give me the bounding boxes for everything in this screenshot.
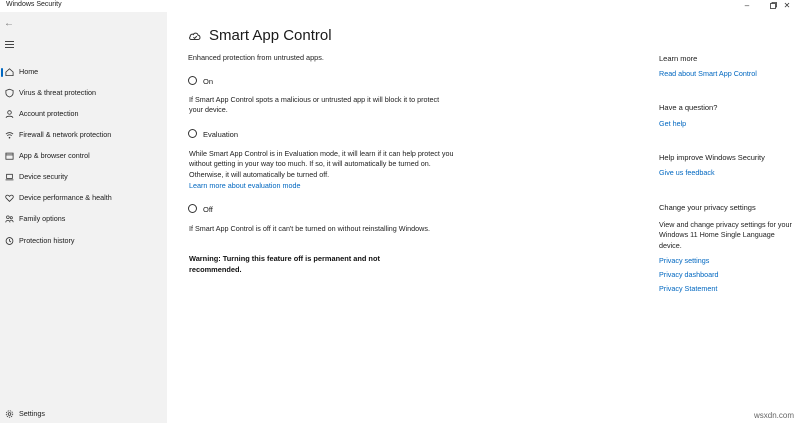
- improve-heading: Help improve Windows Security: [659, 153, 765, 162]
- sidebar-item-label: Virus & threat protection: [19, 88, 96, 97]
- warning-text: Warning: Turning this feature off is permanent and not recommended.: [189, 254, 380, 274]
- close-button[interactable]: [774, 0, 800, 12]
- sidebar-item-device-performance[interactable]: [0, 189, 167, 208]
- sidebar-item-app-browser[interactable]: [0, 147, 167, 166]
- question-heading: Have a question?: [659, 103, 718, 112]
- sidebar-item-label: Device performance & health: [19, 193, 112, 202]
- sidebar-item-device-security[interactable]: [0, 168, 167, 187]
- privacy-settings-link[interactable]: Privacy settings: [659, 256, 710, 265]
- title-bar: [0, 0, 800, 12]
- minimize-icon: –: [744, 1, 750, 10]
- home-icon: [5, 67, 14, 77]
- privacy-text: View and change privacy settings for your Windows 11 Home Single Language device.: [659, 220, 792, 250]
- get-help-link[interactable]: Get help: [659, 119, 687, 128]
- privacy-heading: Change your privacy settings: [659, 203, 756, 212]
- sidebar-item-family[interactable]: [0, 210, 167, 229]
- close-icon: ✕: [783, 1, 791, 10]
- hamburger-menu-icon[interactable]: [5, 41, 14, 48]
- sidebar: [0, 12, 167, 423]
- option-on-description: If Smart App Control spots a malicious or untrusted app it will block it to protect your device.: [189, 95, 440, 115]
- sidebar-item-virus-threat[interactable]: [0, 84, 167, 103]
- person-icon: [5, 109, 14, 119]
- browser-window-icon: [5, 151, 14, 161]
- window-title: Windows Security: [6, 1, 62, 8]
- back-button[interactable]: [4, 18, 14, 29]
- radio-on[interactable]: [188, 76, 197, 85]
- radio-off[interactable]: [188, 204, 197, 213]
- sidebar-item-label: Home: [19, 67, 39, 76]
- smart-app-control-icon: [188, 29, 202, 43]
- sidebar-item-label: Device security: [19, 172, 68, 181]
- sidebar-item-protection-history[interactable]: [0, 232, 167, 251]
- radio-label-evaluation: Evaluation: [203, 130, 239, 139]
- radio-evaluation[interactable]: [188, 129, 197, 138]
- page-subtitle: Enhanced protection from untrusted apps.: [188, 53, 324, 62]
- watermark: wsxdn.com: [753, 411, 794, 420]
- back-arrow-icon: ←: [4, 18, 14, 29]
- sidebar-item-settings[interactable]: [0, 405, 167, 424]
- sidebar-item-label: Account protection: [19, 109, 79, 118]
- sidebar-item-label: Family options: [19, 214, 66, 223]
- radio-label-on: On: [203, 77, 214, 86]
- minimize-button[interactable]: [734, 0, 760, 12]
- main-content: [167, 12, 800, 423]
- wifi-icon: [5, 130, 14, 140]
- option-evaluation-description: While Smart App Control is in Evaluation mode, it will learn if it can help protect you without getting in your way too much. If so, it will automatically be turned on. Otherwise, it will automatically be turned off.: [189, 149, 454, 179]
- read-about-link[interactable]: Read about Smart App Control: [659, 69, 757, 78]
- learn-more-heading: Learn more: [659, 54, 698, 63]
- sidebar-item-account[interactable]: [0, 105, 167, 124]
- sidebar-item-label: App & browser control: [19, 151, 90, 160]
- option-off-description: If Smart App Control is off it can't be turned on without reinstalling Windows.: [189, 224, 430, 233]
- privacy-dashboard-link[interactable]: Privacy dashboard: [659, 270, 719, 279]
- feedback-link[interactable]: Give us feedback: [659, 168, 715, 177]
- sidebar-item-firewall[interactable]: [0, 126, 167, 145]
- sidebar-item-label: Settings: [19, 409, 45, 418]
- page-title: Smart App Control: [209, 27, 332, 44]
- sidebar-item-home[interactable]: [0, 63, 167, 82]
- sidebar-item-label: Firewall & network protection: [19, 130, 112, 139]
- gear-icon: [5, 409, 14, 419]
- privacy-statement-link[interactable]: Privacy Statement: [659, 284, 718, 293]
- learn-more-evaluation-link[interactable]: Learn more about evaluation mode: [189, 181, 301, 190]
- history-icon: [5, 236, 14, 246]
- family-icon: [5, 214, 14, 224]
- heart-icon: [5, 193, 14, 203]
- laptop-icon: [5, 172, 14, 182]
- radio-label-off: Off: [203, 205, 213, 214]
- active-indicator: [1, 68, 3, 77]
- sidebar-item-label: Protection history: [19, 236, 75, 245]
- shield-icon: [5, 88, 14, 98]
